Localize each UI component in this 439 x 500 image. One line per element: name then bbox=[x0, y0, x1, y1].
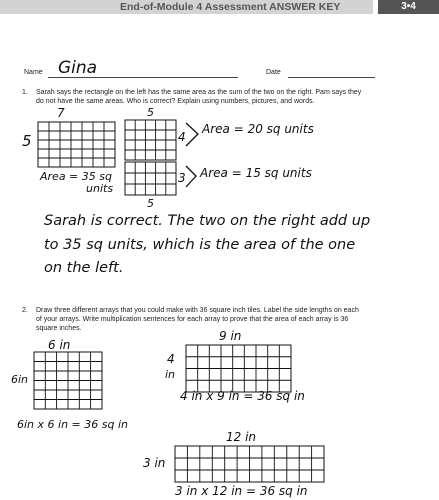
q2-prompt-line2: of your arrays. Write multiplication sentences for each array to prove that the area of each array is 36 bbox=[36, 316, 349, 323]
q1-answer-line1: Sarah is correct. The two on the right add up bbox=[44, 213, 371, 229]
array1-top-label: 6 in bbox=[48, 338, 71, 352]
left-grid-side-label: 5 bbox=[22, 132, 32, 150]
upper-grid-top-label: 5 bbox=[147, 106, 154, 119]
q2-number: 2. bbox=[22, 307, 28, 314]
q2-prompt-line1: Draw three different arrays that you could make with 36 square inch tiles. Label the side lengths on each bbox=[36, 307, 359, 314]
array3-top-label: 12 in bbox=[226, 430, 257, 444]
upper-grid-side-label: 4 bbox=[178, 130, 186, 144]
q1-prompt-line2: do not have the same areas. Who is correct? Explain using numbers, pictures, and words. bbox=[36, 98, 315, 105]
q1-answer-line2: to 35 sq units, which is the area of the one bbox=[44, 237, 356, 253]
array2-side-number: 4 bbox=[167, 352, 175, 366]
array2-equation: 4 in x 9 in = 36 sq in bbox=[180, 389, 305, 403]
left-area-label: Area = 35 sq bbox=[40, 170, 112, 183]
left-area-units: units bbox=[86, 182, 114, 195]
lower-grid-bottom-label: 5 bbox=[147, 197, 154, 210]
date-label: Date bbox=[266, 69, 281, 76]
name-label: Name bbox=[24, 69, 43, 76]
array3-side-label: 3 in bbox=[143, 456, 166, 470]
module-badge: 3•4 bbox=[378, 0, 439, 14]
array3-equation: 3 in x 12 in = 36 sq in bbox=[175, 484, 308, 498]
array1-side-label: 6in bbox=[11, 373, 29, 386]
lower-grid-side-label: 3 bbox=[178, 171, 186, 185]
array1-equation: 6in x 6 in = 36 sq in bbox=[17, 418, 128, 431]
q2-prompt-line3: square inches. bbox=[36, 325, 82, 332]
student-name: Gina bbox=[58, 58, 98, 78]
lower-area-label: Area = 15 sq units bbox=[200, 166, 312, 180]
q1-number: 1. bbox=[22, 89, 28, 96]
array2-top-label: 9 in bbox=[219, 329, 242, 343]
array2-side-unit: in bbox=[165, 368, 176, 381]
q1-prompt-line1: Sarah says the rectangle on the left has the same area as the sum of the two on the right. Pam says they bbox=[36, 89, 362, 96]
upper-area-label: Area = 20 sq units bbox=[202, 122, 314, 136]
left-grid-top-label: 7 bbox=[57, 106, 65, 120]
header-title: End-of-Module 4 Assessment ANSWER KEY bbox=[120, 1, 341, 13]
q1-answer-line3: on the left. bbox=[44, 260, 124, 276]
